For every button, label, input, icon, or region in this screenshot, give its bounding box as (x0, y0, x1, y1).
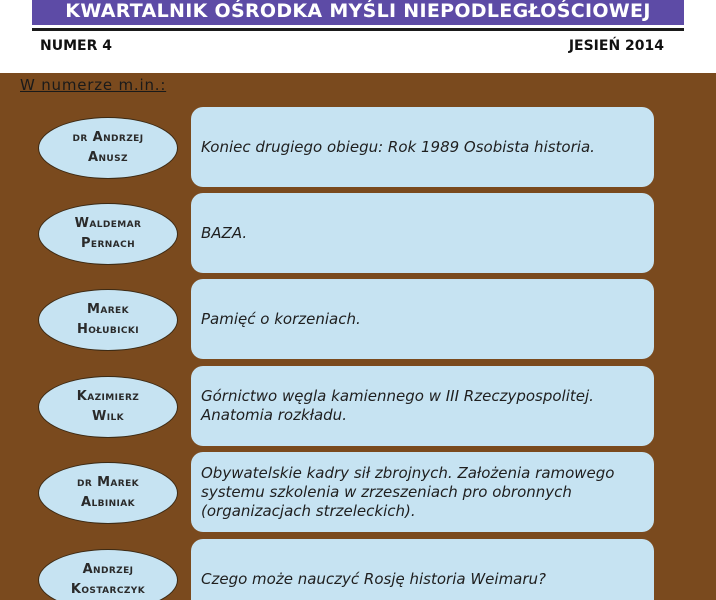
article-title: Górnictwo węgla kamiennego w III Rzeczypospolitej. Anatomia rozkładu. (201, 387, 594, 424)
article-title-box (191, 107, 654, 187)
issue-number: NUMER 4 (40, 38, 112, 54)
contents-entry (0, 277, 716, 357)
author-name-line1: Kazimierz (76, 389, 140, 404)
author-name-line2: Pernach (80, 236, 136, 251)
article-title-box (191, 279, 654, 359)
contents-entry (0, 450, 716, 530)
author-name-line2: Hołubicki (76, 322, 140, 337)
author-name-line1: Andrzej (82, 562, 134, 577)
contents-entry (0, 364, 716, 444)
author-oval (38, 376, 178, 438)
article-title: Czego może nauczyć Rosję historia Weimaru? (201, 569, 547, 588)
masthead-rule (32, 28, 684, 31)
article-title-box (191, 452, 654, 532)
author-name-line2: Kostarczyk (70, 582, 146, 597)
author-name-line2: Albiniak (80, 495, 136, 510)
author-oval (38, 117, 178, 179)
author-name-line1: Waldemar (74, 216, 142, 231)
article-title-box (191, 366, 654, 446)
article-title: Obywatelskie kadry sił zbrojnych. Założenia ramowego systemu szkolenia w zrzeszeniach pro obronnych (organizacjach strzeleckich). (201, 463, 615, 520)
author-name-line2: Anusz (88, 150, 128, 165)
author-name-line1: Marek (87, 302, 129, 317)
contents-entry (0, 191, 716, 271)
article-title: BAZA. (201, 223, 248, 242)
author-name-line2: Wilk (92, 409, 124, 424)
author-name-line1: dr Marek (76, 475, 140, 490)
author-name-line1: dr Andrzej (72, 130, 144, 145)
article-title: Koniec drugiego obiegu: Rok 1989 Osobista historia. (201, 137, 595, 156)
contents-entry (0, 537, 716, 600)
article-title: Pamięć o korzeniach. (201, 309, 361, 328)
author-oval (38, 462, 178, 524)
author-oval (38, 203, 178, 265)
article-title-box (191, 539, 654, 600)
contents-intro: W numerze m.in.: (20, 76, 167, 94)
issue-season: JESIEŃ 2014 (568, 38, 664, 54)
article-title-box (191, 193, 654, 273)
contents-entry (0, 105, 716, 185)
masthead-title: KWARTALNIK OŚRODKA MYŚLI NIEPODLEGŁOŚCIOWEJ (32, 0, 684, 25)
author-oval (38, 289, 178, 351)
author-oval (38, 549, 178, 600)
